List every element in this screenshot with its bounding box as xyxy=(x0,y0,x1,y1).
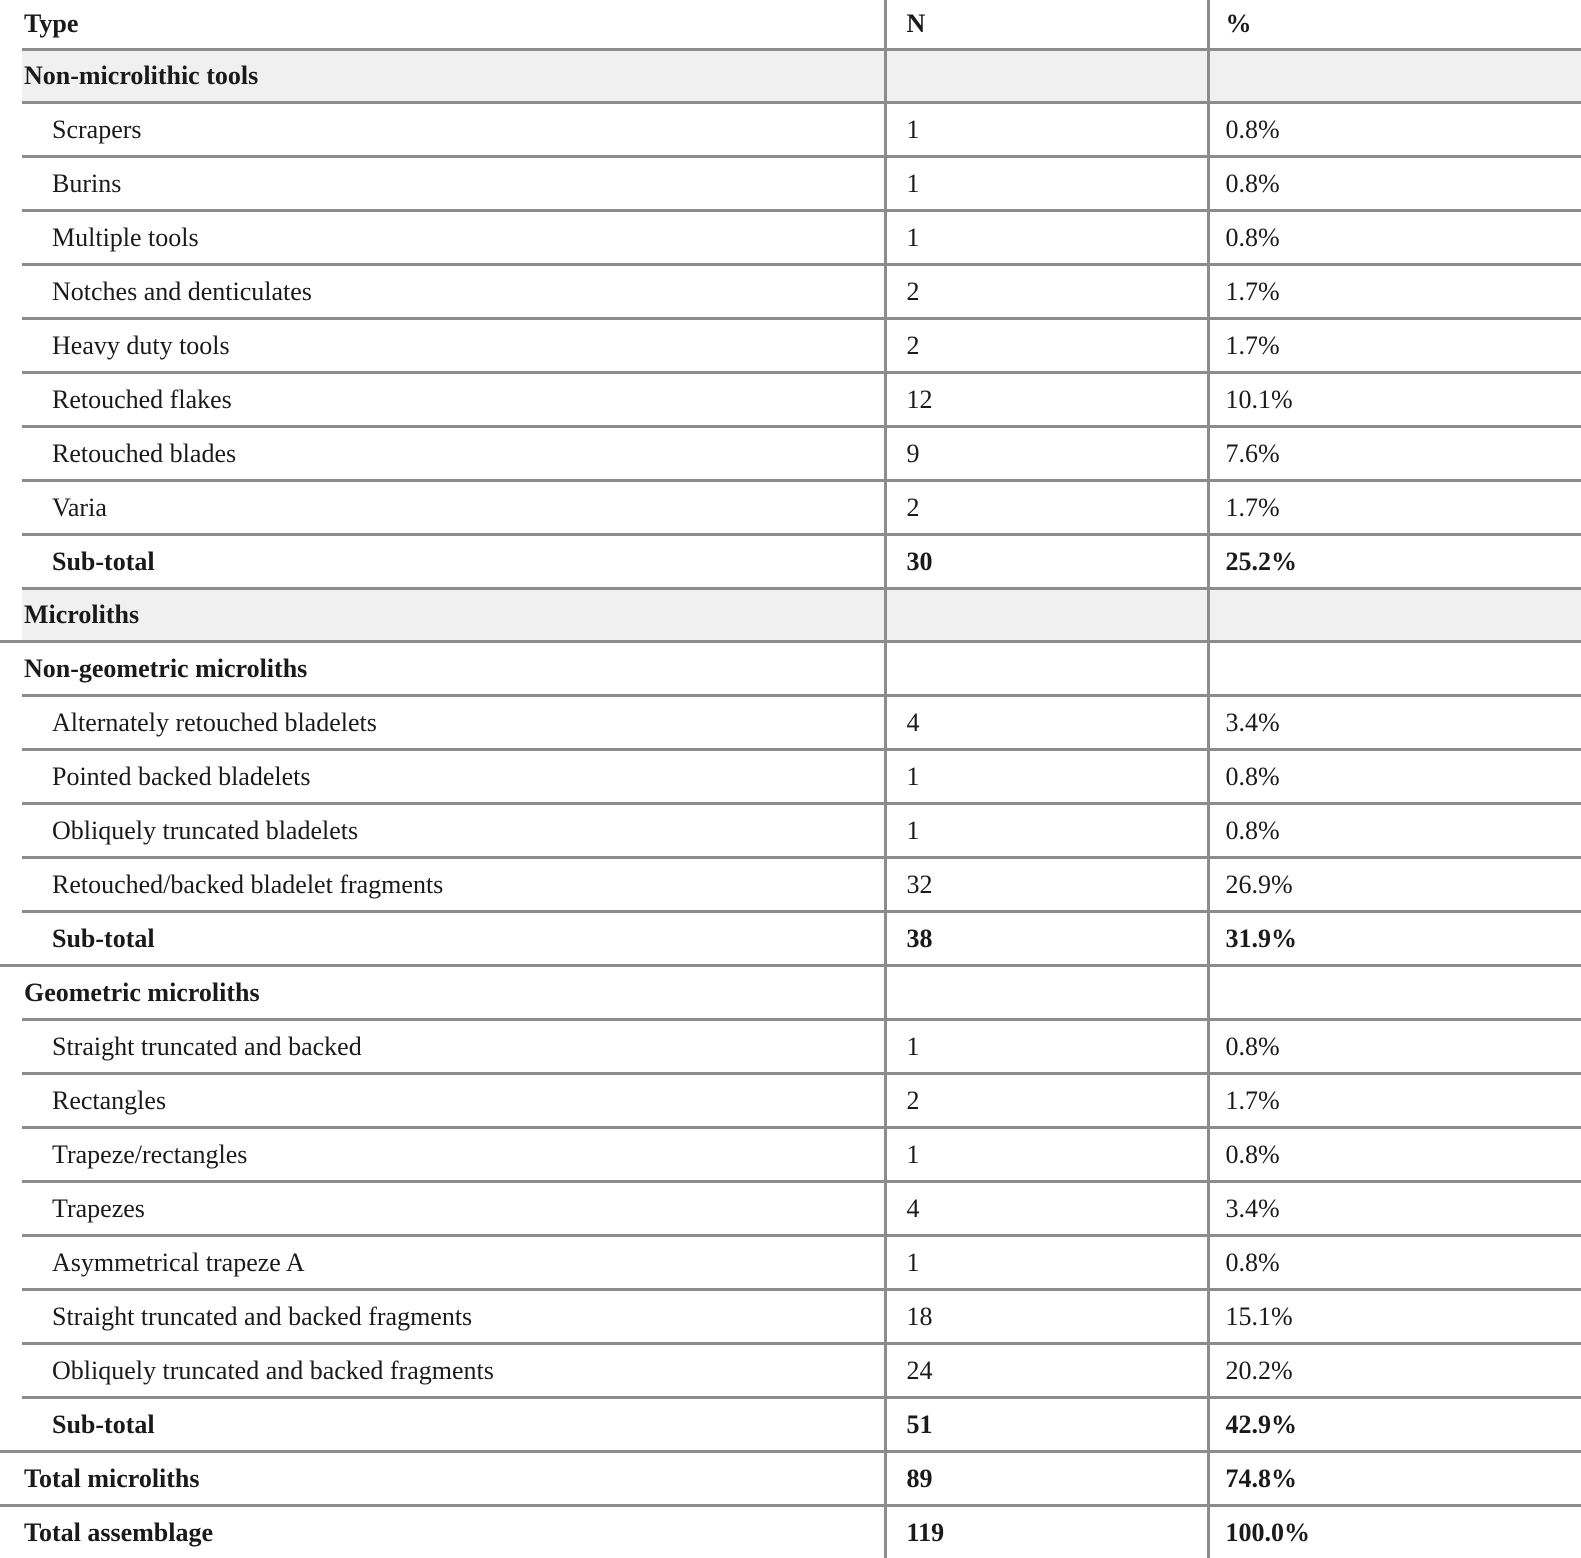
column-header-n: N xyxy=(885,0,1208,50)
cell-pct: 0.8% xyxy=(1208,211,1581,265)
cell-type: Trapezes xyxy=(0,1182,885,1236)
cell-type: Straight truncated and backed fragments xyxy=(0,1290,885,1344)
cell-type: Alternately retouched bladelets xyxy=(0,696,885,750)
cell-n: 24 xyxy=(885,1344,1208,1398)
cell-type: Varia xyxy=(0,481,885,535)
cell-n: 2 xyxy=(885,319,1208,373)
cell-pct: 1.7% xyxy=(1208,481,1581,535)
table-row xyxy=(0,1182,1581,1236)
cell-type: Non-geometric microliths xyxy=(0,642,885,696)
table-row xyxy=(0,1344,1581,1398)
cell-type: Total assemblage xyxy=(0,1506,885,1558)
cell-n: 1 xyxy=(885,750,1208,804)
cell-pct: 1.7% xyxy=(1208,265,1581,319)
cell-n: 1 xyxy=(885,103,1208,157)
table-row xyxy=(0,1290,1581,1344)
cell-n: 38 xyxy=(885,912,1208,966)
cell-type: Burins xyxy=(0,157,885,211)
column-header-type: Type xyxy=(0,0,885,50)
table-row xyxy=(0,966,1581,1020)
cell-pct: 10.1% xyxy=(1208,373,1581,427)
table-row xyxy=(0,912,1581,966)
cell-type: Obliquely truncated bladelets xyxy=(0,804,885,858)
cell-type: Sub-total xyxy=(0,912,885,966)
cell-pct: 25.2% xyxy=(1208,535,1581,589)
cell-n: 30 xyxy=(885,535,1208,589)
cell-n: 2 xyxy=(885,1074,1208,1128)
table-row xyxy=(0,1236,1581,1290)
cell-pct: 31.9% xyxy=(1208,912,1581,966)
cell-type: Geometric microliths xyxy=(0,966,885,1020)
cell-type: Retouched/backed bladelet fragments xyxy=(0,858,885,912)
cell-pct xyxy=(1208,589,1581,642)
cell-n xyxy=(885,50,1208,103)
cell-type: Asymmetrical trapeze A xyxy=(0,1236,885,1290)
cell-type: Non-microlithic tools xyxy=(0,50,885,103)
table-row xyxy=(0,427,1581,481)
cell-pct: 7.6% xyxy=(1208,427,1581,481)
table-row xyxy=(0,858,1581,912)
cell-type: Multiple tools xyxy=(0,211,885,265)
table-row xyxy=(0,696,1581,750)
cell-type: Pointed backed bladelets xyxy=(0,750,885,804)
cell-n: 1 xyxy=(885,1128,1208,1182)
cell-n: 2 xyxy=(885,265,1208,319)
column-header-pct: % xyxy=(1208,0,1581,50)
cell-type: Retouched blades xyxy=(0,427,885,481)
cell-type: Sub-total xyxy=(0,535,885,589)
cell-n: 12 xyxy=(885,373,1208,427)
cell-pct: 1.7% xyxy=(1208,319,1581,373)
cell-n: 1 xyxy=(885,211,1208,265)
table-row xyxy=(0,1020,1581,1074)
cell-type: Total microliths xyxy=(0,1452,885,1506)
table-row xyxy=(0,481,1581,535)
table-row xyxy=(0,535,1581,589)
table-row xyxy=(0,103,1581,157)
cell-type: Notches and denticulates xyxy=(0,265,885,319)
cell-pct: 15.1% xyxy=(1208,1290,1581,1344)
cell-n: 18 xyxy=(885,1290,1208,1344)
cell-pct xyxy=(1208,966,1581,1020)
table-row xyxy=(0,642,1581,696)
cell-pct: 0.8% xyxy=(1208,157,1581,211)
cell-n: 9 xyxy=(885,427,1208,481)
cell-n: 4 xyxy=(885,696,1208,750)
cell-pct: 0.8% xyxy=(1208,1236,1581,1290)
table-row xyxy=(0,50,1581,103)
table-row xyxy=(0,157,1581,211)
cell-pct: 0.8% xyxy=(1208,1128,1581,1182)
cell-pct: 0.8% xyxy=(1208,103,1581,157)
cell-n: 32 xyxy=(885,858,1208,912)
cell-type: Scrapers xyxy=(0,103,885,157)
table-row xyxy=(0,319,1581,373)
cell-type: Trapeze/rectangles xyxy=(0,1128,885,1182)
cell-type: Microliths xyxy=(0,589,885,642)
cell-pct: 0.8% xyxy=(1208,1020,1581,1074)
cell-pct: 0.8% xyxy=(1208,804,1581,858)
table-header-row xyxy=(0,0,1581,50)
cell-pct xyxy=(1208,642,1581,696)
cell-pct: 1.7% xyxy=(1208,1074,1581,1128)
cell-pct: 100.0% xyxy=(1208,1506,1581,1558)
cell-n xyxy=(885,642,1208,696)
table-row xyxy=(0,804,1581,858)
cell-pct: 0.8% xyxy=(1208,750,1581,804)
cell-type: Obliquely truncated and backed fragments xyxy=(0,1344,885,1398)
cell-n: 4 xyxy=(885,1182,1208,1236)
cell-pct: 26.9% xyxy=(1208,858,1581,912)
table-row xyxy=(0,1452,1581,1506)
cell-n: 119 xyxy=(885,1506,1208,1558)
table-row xyxy=(0,1128,1581,1182)
cell-n xyxy=(885,966,1208,1020)
cell-type: Retouched flakes xyxy=(0,373,885,427)
table-head xyxy=(0,0,1581,50)
cell-pct: 20.2% xyxy=(1208,1344,1581,1398)
cell-n: 1 xyxy=(885,1236,1208,1290)
table-row xyxy=(0,1074,1581,1128)
cell-pct: 3.4% xyxy=(1208,696,1581,750)
cell-type: Straight truncated and backed xyxy=(0,1020,885,1074)
table-row xyxy=(0,750,1581,804)
cell-pct xyxy=(1208,50,1581,103)
table-row xyxy=(0,373,1581,427)
table-row xyxy=(0,1398,1581,1452)
cell-n xyxy=(885,589,1208,642)
table-row xyxy=(0,211,1581,265)
cell-n: 1 xyxy=(885,157,1208,211)
table-row xyxy=(0,589,1581,642)
table-row xyxy=(0,265,1581,319)
cell-pct: 3.4% xyxy=(1208,1182,1581,1236)
table-body xyxy=(0,50,1581,1558)
table-row xyxy=(0,1506,1581,1558)
cell-n: 1 xyxy=(885,804,1208,858)
cell-pct: 42.9% xyxy=(1208,1398,1581,1452)
cell-n: 89 xyxy=(885,1452,1208,1506)
cell-n: 1 xyxy=(885,1020,1208,1074)
cell-type: Rectangles xyxy=(0,1074,885,1128)
cell-n: 2 xyxy=(885,481,1208,535)
cell-pct: 74.8% xyxy=(1208,1452,1581,1506)
cell-type: Heavy duty tools xyxy=(0,319,885,373)
cell-type: Sub-total xyxy=(0,1398,885,1452)
cell-n: 51 xyxy=(885,1398,1208,1452)
